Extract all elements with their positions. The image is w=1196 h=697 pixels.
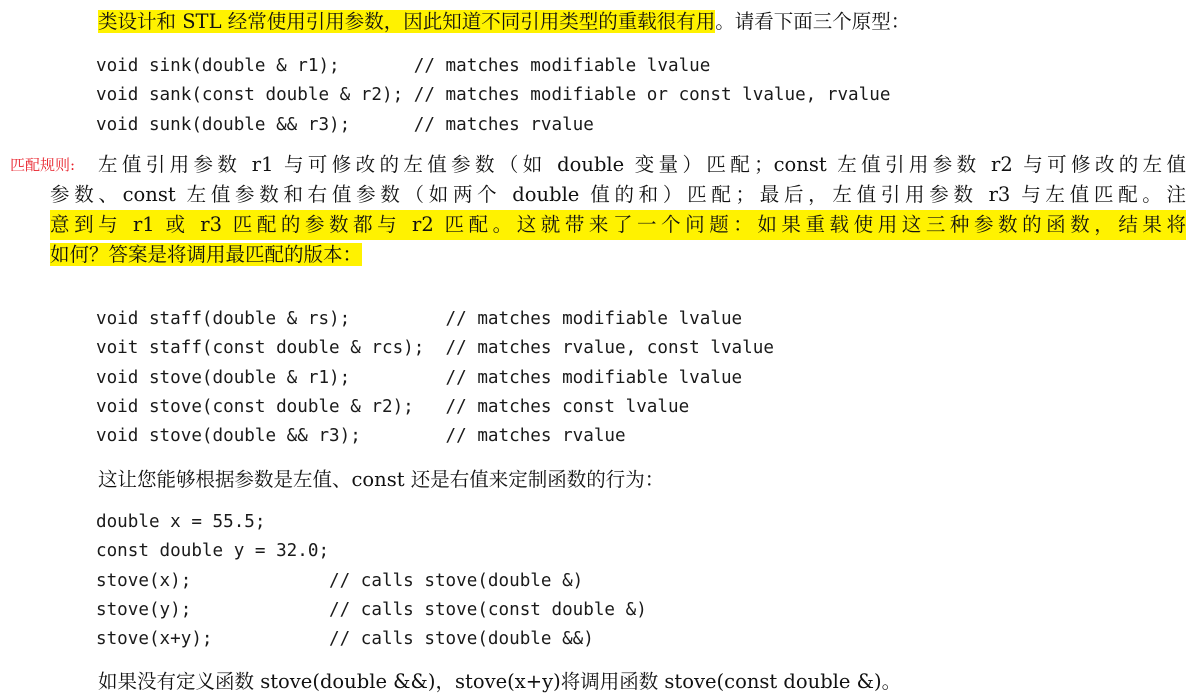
code-line: void sank(const double & r2); // matches modifiable or const lvalue, rvalue [96,85,891,106]
fallback-paragraph: 如果没有定义函数 stove(double &&)，stove(x+y)将调用函数 stove(const double &)。 [98,670,902,693]
paragraph-line: 如何？答案是将调用最匹配的版本： [50,243,363,266]
paragraph-line: 意到与 r1 或 r3 匹配的参数都与 r2 匹配。这就带来了一个问题：如果重载使用这三种参数的函数，结果将 [50,210,1186,240]
code-line: stove(y); // calls stove(const double &) [96,599,647,620]
code-block-prototypes [96,52,890,140]
code-block-calls [96,508,647,654]
code-line: void staff(double & rs); // matches modifiable lvalue [96,309,743,329]
paragraph-line: 参数、const 左值参数和右值参数（如两个 double 值的和）匹配；最后，左值引用参数 r3 与左值匹配。注 [50,183,1186,206]
intro-rest-text: 。请看下面三个原型： [715,10,911,33]
code-line: void stove(double & r1); // matches modifiable lvalue [96,367,743,388]
code-line: void stove(double && r3); // matches rvalue [96,426,626,447]
margin-note-label: 匹配规则: [10,156,76,174]
code-line: stove(x+y); // calls stove(double &&) [96,629,594,650]
code-line: void sink(double & r1); // matches modifiable lvalue [96,56,711,76]
paragraph-line: 左值引用参数 r1 与可修改的左值参数（如 double 变量）匹配；const 左值引用参数 r2 与可修改的左值 [98,153,1186,176]
behavior-paragraph: 这让您能够根据参数是左值、const 还是右值来定制函数的行为： [98,468,665,491]
code-line: stove(x); // calls stove(double &) [96,570,584,591]
intro-paragraph [98,7,910,37]
code-line: void sunk(double && r3); // matches rvalue [96,114,594,135]
intro-highlighted-text: 类设计和 STL 经常使用引用参数，因此知道不同引用类型的重载很有用 [98,10,716,33]
code-line: double x = 55.5; [96,512,266,532]
matching-rules-paragraph [50,150,1186,270]
code-block-overloads [96,305,774,451]
code-line: voit staff(const double & rcs); // matches rvalue, const lvalue [96,338,774,359]
code-line: void stove(const double & r2); // matches const lvalue [96,396,690,417]
code-line: const double y = 32.0; [96,541,330,562]
